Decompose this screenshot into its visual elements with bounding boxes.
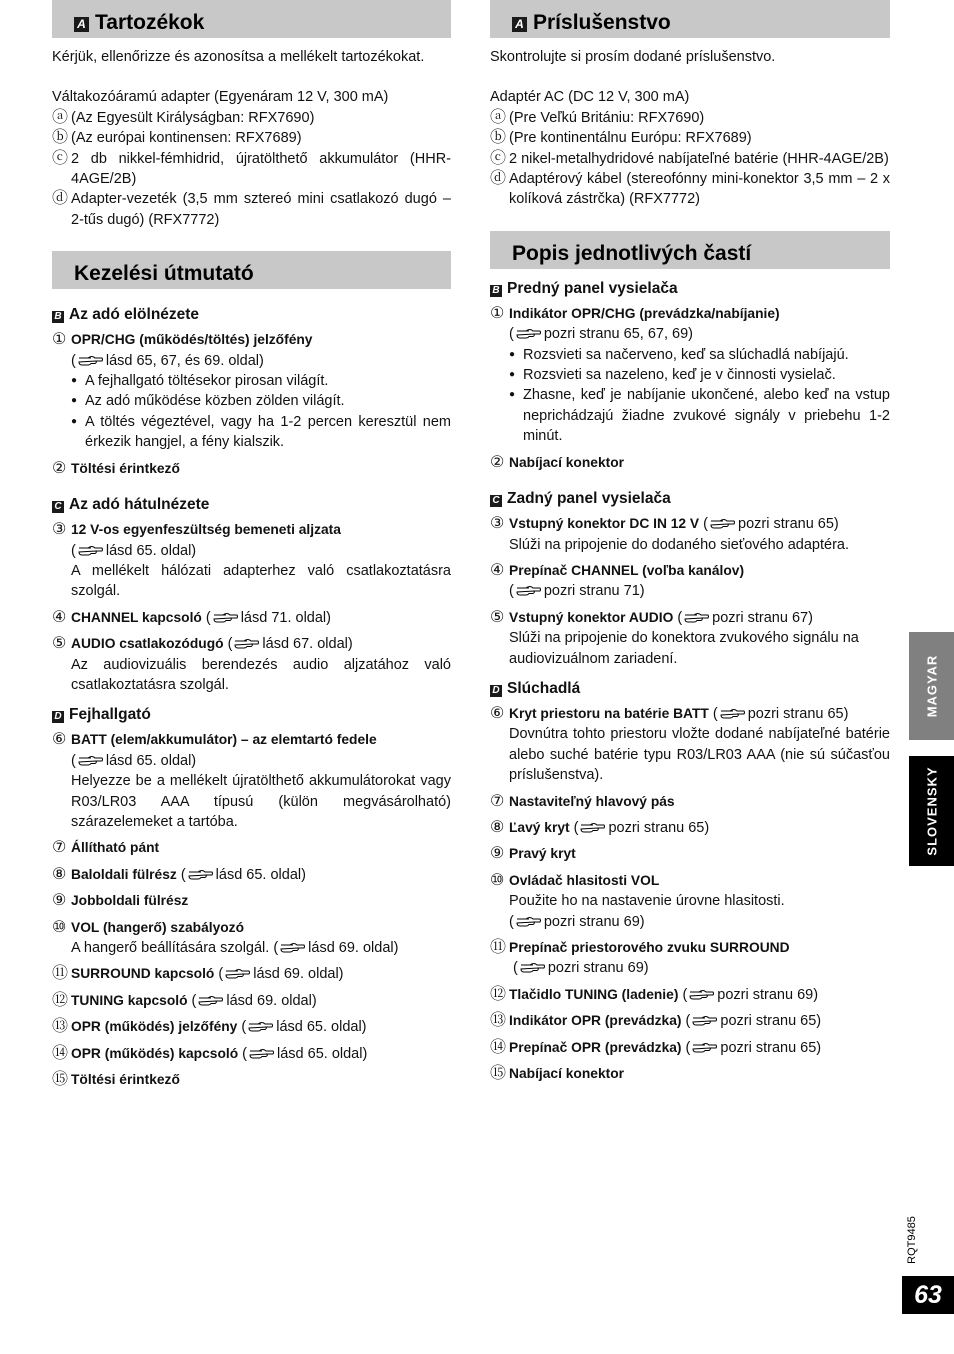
box-letter-c: C bbox=[490, 495, 502, 507]
subsection-heading bbox=[52, 706, 451, 724]
item-number: ⑩ bbox=[52, 918, 67, 936]
part-label: OPR (működés) kapcsoló bbox=[71, 1045, 239, 1061]
part-label: Vstupný konektor AUDIO bbox=[509, 609, 674, 625]
bullet-item: ● Rozsvieti sa načerveno, keď sa slúchadlá nabíjajú. bbox=[509, 345, 890, 365]
page-reference: lásd 69. oldal) bbox=[253, 966, 344, 983]
language-tab-label: MAGYAR bbox=[924, 654, 939, 718]
section-title: Popis jednotlivých častí bbox=[512, 241, 752, 265]
item-number: ⑮ bbox=[490, 1065, 507, 1083]
part-label: Vstupný konektor DC IN 12 V bbox=[509, 516, 700, 532]
item-number: ⑭ bbox=[490, 1038, 507, 1056]
part-description: Slúži na pripojenie do dodaného sieťového adaptéra. bbox=[509, 536, 849, 553]
item-number: ⑮ bbox=[52, 1071, 69, 1089]
subsection-title: Zadný panel vysielača bbox=[507, 490, 671, 508]
item-number: ⑬ bbox=[490, 1012, 507, 1030]
part-label: Nastaviteľný hlavový pás bbox=[509, 793, 675, 809]
pointing-hand-icon bbox=[516, 582, 542, 594]
page-reference: lásd 67. oldal) bbox=[262, 636, 353, 653]
pointing-hand-icon bbox=[234, 635, 260, 647]
item-number: ⑦ bbox=[490, 792, 505, 810]
page-number: 63 bbox=[902, 1276, 954, 1314]
item-number: ④ bbox=[490, 561, 505, 579]
item-number: ⑤ bbox=[52, 635, 67, 653]
part-description: Slúži na pripojenie do konektora zvukového signálu na audiovizuálnom zariadení. bbox=[509, 630, 859, 667]
item-number: ⑦ bbox=[52, 839, 67, 857]
document-id-text: RQT9485 bbox=[906, 1216, 918, 1264]
section-header-prislusenstvo bbox=[490, 0, 890, 38]
subsection-title: Az adó hátulnézete bbox=[69, 496, 210, 514]
box-letter-a: A bbox=[512, 17, 527, 32]
pointing-hand-icon bbox=[516, 913, 542, 925]
pointing-hand-icon bbox=[692, 1012, 718, 1024]
bullet-item: ● Rozsvieti sa nazeleno, keď je v činnosti vysielač. bbox=[509, 365, 890, 385]
section-header-tartozekok bbox=[52, 0, 451, 38]
subsection-heading bbox=[52, 306, 451, 324]
language-tab-label: SLOVENSKY bbox=[924, 766, 939, 856]
intro-text: Skontrolujte si prosím dodané príslušenstvo. bbox=[490, 49, 776, 65]
item-number: ⑨ bbox=[490, 845, 505, 863]
box-letter-a: A bbox=[74, 17, 89, 32]
item-number: ⑥ bbox=[490, 704, 505, 722]
part-label: Töltési érintkező bbox=[71, 460, 180, 476]
page-reference: lásd 65. oldal) bbox=[276, 1019, 367, 1036]
page-reference: pozri stranu 69) bbox=[543, 913, 645, 930]
page-reference: pozri stranu 69) bbox=[547, 960, 649, 977]
accessory-item: Adaptérový kábel (stereofónny mini-konektor 3,5 mm – 2 x kolíková zástrčka) (RFX7772) bbox=[509, 171, 890, 208]
part-label: AUDIO csatlakozódugó bbox=[71, 636, 224, 652]
pointing-hand-icon bbox=[198, 992, 224, 1004]
part-label: Prepínač OPR (prevádzka) bbox=[509, 1039, 682, 1055]
pointing-hand-icon bbox=[225, 965, 251, 977]
item-mark: ⓒ bbox=[490, 149, 507, 167]
page-reference: pozri stranu 65) bbox=[738, 516, 839, 533]
adapter-text: Váltakozóáramú adapter (Egyenáram 12 V, 300 mA) bbox=[52, 89, 389, 106]
accessory-item: Adapter-vezeték (3,5 mm sztereó mini csatlakozó dugó – 2-tűs dugó) (RFX7772) bbox=[71, 191, 451, 228]
subsection-title: Slúchadlá bbox=[507, 679, 581, 697]
part-label: Jobboldali fülrész bbox=[71, 893, 189, 909]
pointing-hand-icon bbox=[249, 1045, 275, 1057]
pointing-hand-icon bbox=[692, 1039, 718, 1051]
accessory-item: (Pre Veľkú Britániu: RFX7690) bbox=[509, 109, 705, 126]
page-reference: lásd 65, 67, és 69. oldal) bbox=[105, 352, 264, 369]
page-reference: lásd 71. oldal) bbox=[240, 609, 331, 626]
item-number: ① bbox=[52, 331, 67, 349]
accessory-item: 2 db nikkel-fémhidrid, újratölthető akkumulátor (HHR-4AGE/2B) bbox=[71, 150, 451, 188]
part-description: Použite ho na nastavenie úrovne hlasitosti. bbox=[509, 893, 785, 910]
page-reference: pozri stranu 67) bbox=[712, 609, 813, 626]
pointing-hand-icon bbox=[78, 752, 104, 764]
adapter-text: Adaptér AC (DC 12 V, 300 mA) bbox=[490, 89, 690, 106]
page-reference: pozri stranu 65) bbox=[608, 819, 710, 836]
accessory-item: 2 nikel-metalhydridové nabíjateľné batérie (HHR-4AGE/2B) bbox=[509, 150, 889, 167]
item-mark: ⓐ bbox=[490, 108, 507, 126]
pointing-hand-icon bbox=[280, 939, 306, 951]
item-mark: ⓐ bbox=[52, 108, 69, 126]
part-label: VOL (hangerő) szabályozó bbox=[71, 919, 244, 935]
pointing-hand-icon bbox=[78, 542, 104, 554]
part-label: OPR (működés) jelzőfény bbox=[71, 1019, 238, 1035]
page-reference: pozri stranu 65) bbox=[720, 1013, 822, 1030]
part-label: Ľavý kryt bbox=[509, 819, 570, 835]
item-number: ② bbox=[52, 459, 67, 477]
pointing-hand-icon bbox=[78, 352, 104, 364]
item-number: ⑩ bbox=[490, 871, 505, 889]
page-reference: lásd 69. oldal) bbox=[226, 992, 317, 1009]
part-label: Nabíjací konektor bbox=[509, 454, 625, 470]
page-reference: pozri stranu 65, 67, 69) bbox=[543, 326, 693, 343]
item-number: ⑫ bbox=[490, 985, 507, 1003]
page-reference: lásd 65. oldal) bbox=[105, 752, 197, 769]
subsection-heading bbox=[490, 280, 890, 298]
pointing-hand-icon bbox=[720, 705, 746, 717]
document-id bbox=[902, 1210, 922, 1270]
pointing-hand-icon bbox=[248, 1018, 274, 1030]
part-label: Indikátor OPR/CHG (prevádzka/nabíjanie) bbox=[509, 305, 780, 321]
part-label: BATT (elem/akkumulátor) – az elemtartó fedele bbox=[71, 732, 377, 748]
bullet-item: ● A töltés végeztével, vagy ha 1-2 percen keresztül nem érkezik hangjel, a fény kialszik. bbox=[71, 412, 451, 453]
part-label: Nabíjací konektor bbox=[509, 1066, 625, 1082]
pointing-hand-icon bbox=[580, 819, 606, 831]
item-mark: ⓓ bbox=[52, 190, 69, 208]
section-title: Tartozékok bbox=[95, 11, 205, 34]
part-label: Pravý kryt bbox=[509, 846, 576, 862]
item-number: ① bbox=[490, 304, 505, 322]
part-label: Ovládač hlasitosti VOL bbox=[509, 872, 660, 888]
part-label: Prepínač CHANNEL (voľba kanálov) bbox=[509, 562, 745, 578]
part-description: Helyezze be a mellékelt újratölthető akkumulátorokat vagy R03/LR03 AAA típusú (külön megvásárolható) szárazelemeket a tartóba. bbox=[71, 773, 451, 830]
part-label: SURROUND kapcsoló bbox=[71, 966, 215, 982]
part-description: A hangerő beállítására szolgál. bbox=[71, 940, 270, 956]
item-number: ⑬ bbox=[52, 1018, 69, 1036]
page-reference: lásd 65. oldal) bbox=[215, 866, 306, 883]
item-number: ④ bbox=[52, 608, 67, 626]
page-reference: lásd 69. oldal) bbox=[308, 940, 399, 956]
part-label: CHANNEL kapcsoló bbox=[71, 609, 202, 625]
item-number: ⑨ bbox=[52, 892, 67, 910]
item-number: ⑫ bbox=[52, 991, 69, 1009]
page-reference: pozri stranu 65) bbox=[720, 1039, 822, 1056]
item-number: ⑪ bbox=[490, 939, 507, 956]
part-label: OPR/CHG (működés/töltés) jelzőfény bbox=[71, 332, 313, 348]
intro-text: Kérjük, ellenőrizze és azonosítsa a mellékelt tartozékokat. bbox=[52, 49, 425, 65]
item-number: ⑪ bbox=[52, 965, 69, 983]
section-title: Príslušenstvo bbox=[533, 11, 671, 34]
section-header-popis bbox=[490, 231, 890, 269]
part-description: Dovnútra tohto priestoru vložte dodané nabíjateľné batérie alebo suché batérie typu R03/LR03 AAA (nie sú súčasťou príslušenstva). bbox=[509, 726, 890, 784]
language-tab-slovensky bbox=[909, 756, 954, 866]
item-number: ⑭ bbox=[52, 1044, 69, 1062]
part-label: Töltési érintkező bbox=[71, 1072, 180, 1088]
pointing-hand-icon bbox=[684, 609, 710, 621]
box-letter-b: B bbox=[52, 311, 64, 323]
pointing-hand-icon bbox=[689, 986, 715, 998]
pointing-hand-icon bbox=[520, 959, 546, 971]
part-label: Állítható pánt bbox=[71, 840, 160, 856]
part-label: 12 V-os egyenfeszültség bemeneti aljzata bbox=[71, 522, 341, 538]
item-number: ⑤ bbox=[490, 608, 505, 626]
part-label: TUNING kapcsoló bbox=[71, 992, 188, 1008]
accessory-item: (Pre kontinentálnu Európu: RFX7689) bbox=[509, 130, 752, 147]
right-column: A Príslušenstvo Skontrolujte si prosím dodané príslušenstvo. Adaptér AC (DC 12 V, 300 mA) ⓐ (Pre Veľkú Britániu: RFX7690) ⓑ (Pre kontinentálnu Európu: RFX7689) ⓒ 2 nikel-metalhydridové nabíjateľné batérie (HHR-4AGE/2B) ⓓ Adaptérový kábel (stereofónny mini-konektor 3,5 mm – 2 x kolíková zástrčka) (RFX7772) Popis jednotlivých častí B Predný panel vysielača ① Indikátor OPR/CHG (prevádzka/nabíjanie) ( pozri stranu 65, 67, 69) ● Rozsvieti sa načerveno, keď sa slúchadlá nabíjajú. ● Rozsvieti sa nazeleno, keď je v činnosti vysielač. ● Zhasne, keď je nabíjanie ukončené, alebo keď na vstup neprichádzajú žiadne zvukové signály v priebehu 1-2 minút. ② Nabíjací konektor C Zadný panel vysielača ③ Vstupný konektor DC IN 12 V ( pozri stranu 65) Slúži na pripojenie do dodaného sieťového adaptéra. ④ Prepínač CHANNEL (voľba kanálov) ( pozri stranu 71) ⑤ Vstupný konektor AUDIO ( pozri stranu 67) Slúži na pripojenie do konektora zvukového signálu na audiovizuálnom zariadení. D Slúchadlá ⑥ Kryt priestoru na batérie BATT ( pozri stranu 65) Dovnútra tohto priestoru vložte dodané nabíjateľné batérie alebo suché batérie typu R03/LR03 AAA (nie sú súčasťou príslušenstva). ⑦ Nastaviteľný hlavový pás ⑧ Ľavý kryt ( pozri stranu 65) ⑨ Pravý kryt ⑩ Ovládač hlasitosti VOL Použite ho na nastavenie úrovne hlasitosti. ( pozri stranu 69) ⑪ Prepínač priestorového zvuku SURROUND ( pozri stranu 69) ⑫ Tlačidlo TUNING (ladenie) ( pozri stranu 69) ⑬ Indikátor OPR (prevádzka) ( pozri stranu 65) ⑭ Prepínač OPR (prevádzka) ( pozri stranu 65) ⑮ Nabíjací konektor bbox=[490, 0, 890, 1084]
item-mark: ⓓ bbox=[490, 170, 507, 188]
subsection-heading bbox=[52, 496, 451, 514]
item-mark: ⓑ bbox=[52, 129, 69, 147]
item-number: ⑧ bbox=[490, 818, 505, 836]
bullet-item: ● Az adó működése közben zölden világít. bbox=[71, 391, 451, 411]
box-letter-d: D bbox=[52, 711, 64, 723]
part-label: Baloldali fülrész bbox=[71, 866, 177, 882]
pointing-hand-icon bbox=[516, 325, 542, 337]
left-column: A Tartozékok Kérjük, ellenőrizze és azonosítsa a mellékelt tartozékokat. Váltakozóáramú adapter (Egyenáram 12 V, 300 mA) ⓐ (Az Egyesült Királyságban: RFX7690) ⓑ (Az európai kontinensen: RFX7689) ⓒ 2 db nikkel-fémhidrid, újratölthető akkumulátor (HHR-4AGE/2B) ⓓ Adapter-vezeték (3,5 mm sztereó mini csatlakozó dugó – 2-tűs dugó) (RFX7772) Kezelési útmutató B Az adó elölnézete ① OPR/CHG (működés/töltés) jelzőfény ( lásd 65, 67, és 69. oldal) ● A fejhallgató töltésekor pirosan világít. ● Az adó működése közben zölden világít. ● A töltés végeztével, vagy ha 1-2 percen keresztül nem érkezik hangjel, a fény kialszik. ② Töltési érintkező C Az adó hátulnézete ③ 12 V-os egyenfeszültség bemeneti aljzata ( lásd 65. oldal) A mellékelt hálózati adapterhez való csatlakoztatásra szolgál. ④ CHANNEL kapcsoló ( lásd 71. oldal) ⑤ AUDIO csatlakozódugó ( lásd 67. oldal) Az audiovizuális berendezés audio aljzatához való csatlakoztatásra szolgál. D Fejhallgató ⑥ BATT (elem/akkumulátor) – az elemtartó fedele ( lásd 65. oldal) Helyezze be a mellékelt újratölthető akkumulátorokat vagy R03/LR03 AAA típusú (külön megvásárolható) szárazelemeket a tartóba. ⑦ Állítható pánt ⑧ Baloldali fülrész ( lásd 65. oldal) ⑨ Jobboldali fülrész ⑩ VOL (hangerő) szabályozó A hangerő beállítására szolgál. ( lásd 69. oldal) ⑪ SURROUND kapcsoló ( lásd 69. oldal) ⑫ TUNING kapcsoló ( lásd 69. oldal) ⑬ OPR (működés) jelzőfény ( lásd 65. oldal) ⑭ OPR (működés) kapcsoló ( lásd 65. oldal) ⑮ Töltési érintkező bbox=[52, 0, 451, 1090]
part-label: Tlačidlo TUNING (ladenie) bbox=[509, 986, 679, 1002]
subsection-title: Predný panel vysielača bbox=[507, 279, 678, 297]
subsection-heading bbox=[490, 680, 890, 698]
section-header-kezelesi bbox=[52, 251, 451, 289]
item-number: ③ bbox=[490, 515, 505, 533]
section-title: Kezelési útmutató bbox=[74, 262, 254, 286]
box-letter-d: D bbox=[490, 685, 502, 697]
part-label: Indikátor OPR (prevádzka) bbox=[509, 1013, 682, 1029]
subsection-heading bbox=[490, 490, 890, 508]
item-mark: ⓑ bbox=[490, 129, 507, 147]
part-label: Prepínač priestorového zvuku SURROUND bbox=[509, 940, 790, 955]
page-reference: pozri stranu 71) bbox=[543, 583, 645, 600]
page-reference: pozri stranu 65) bbox=[747, 705, 849, 722]
bullet-item: ● A fejhallgató töltésekor pirosan világít. bbox=[71, 371, 451, 391]
part-label: Kryt priestoru na batérie BATT bbox=[509, 705, 709, 721]
subsection-title: Fejhallgató bbox=[69, 706, 151, 724]
subsection-title: Az adó elölnézete bbox=[69, 306, 200, 324]
part-description: Az audiovizuális berendezés audio aljzatához való csatlakoztatásra szolgál. bbox=[71, 656, 451, 693]
item-number: ⑧ bbox=[52, 865, 67, 883]
box-letter-b: B bbox=[490, 285, 502, 297]
box-letter-c: C bbox=[52, 501, 64, 513]
item-number: ② bbox=[490, 453, 505, 471]
accessory-item: (Az európai kontinensen: RFX7689) bbox=[71, 130, 302, 147]
language-tab-magyar bbox=[909, 632, 954, 740]
pointing-hand-icon bbox=[213, 609, 239, 621]
page-reference: lásd 65. oldal) bbox=[105, 542, 197, 559]
item-number: ⑥ bbox=[52, 731, 67, 749]
part-description: A mellékelt hálózati adapterhez való csatlakoztatásra szolgál. bbox=[71, 562, 451, 600]
bullet-item: ● Zhasne, keď je nabíjanie ukončené, alebo keď na vstup neprichádzajú žiadne zvukové signály v priebehu 1-2 minút. bbox=[509, 385, 890, 446]
pointing-hand-icon bbox=[710, 515, 736, 527]
pointing-hand-icon bbox=[188, 866, 214, 878]
accessory-item: (Az Egyesült Királyságban: RFX7690) bbox=[71, 109, 315, 126]
page-reference: lásd 65. oldal) bbox=[277, 1045, 368, 1062]
page-reference: pozri stranu 69) bbox=[717, 986, 819, 1003]
item-number: ③ bbox=[52, 521, 67, 539]
item-mark: ⓒ bbox=[52, 149, 69, 167]
